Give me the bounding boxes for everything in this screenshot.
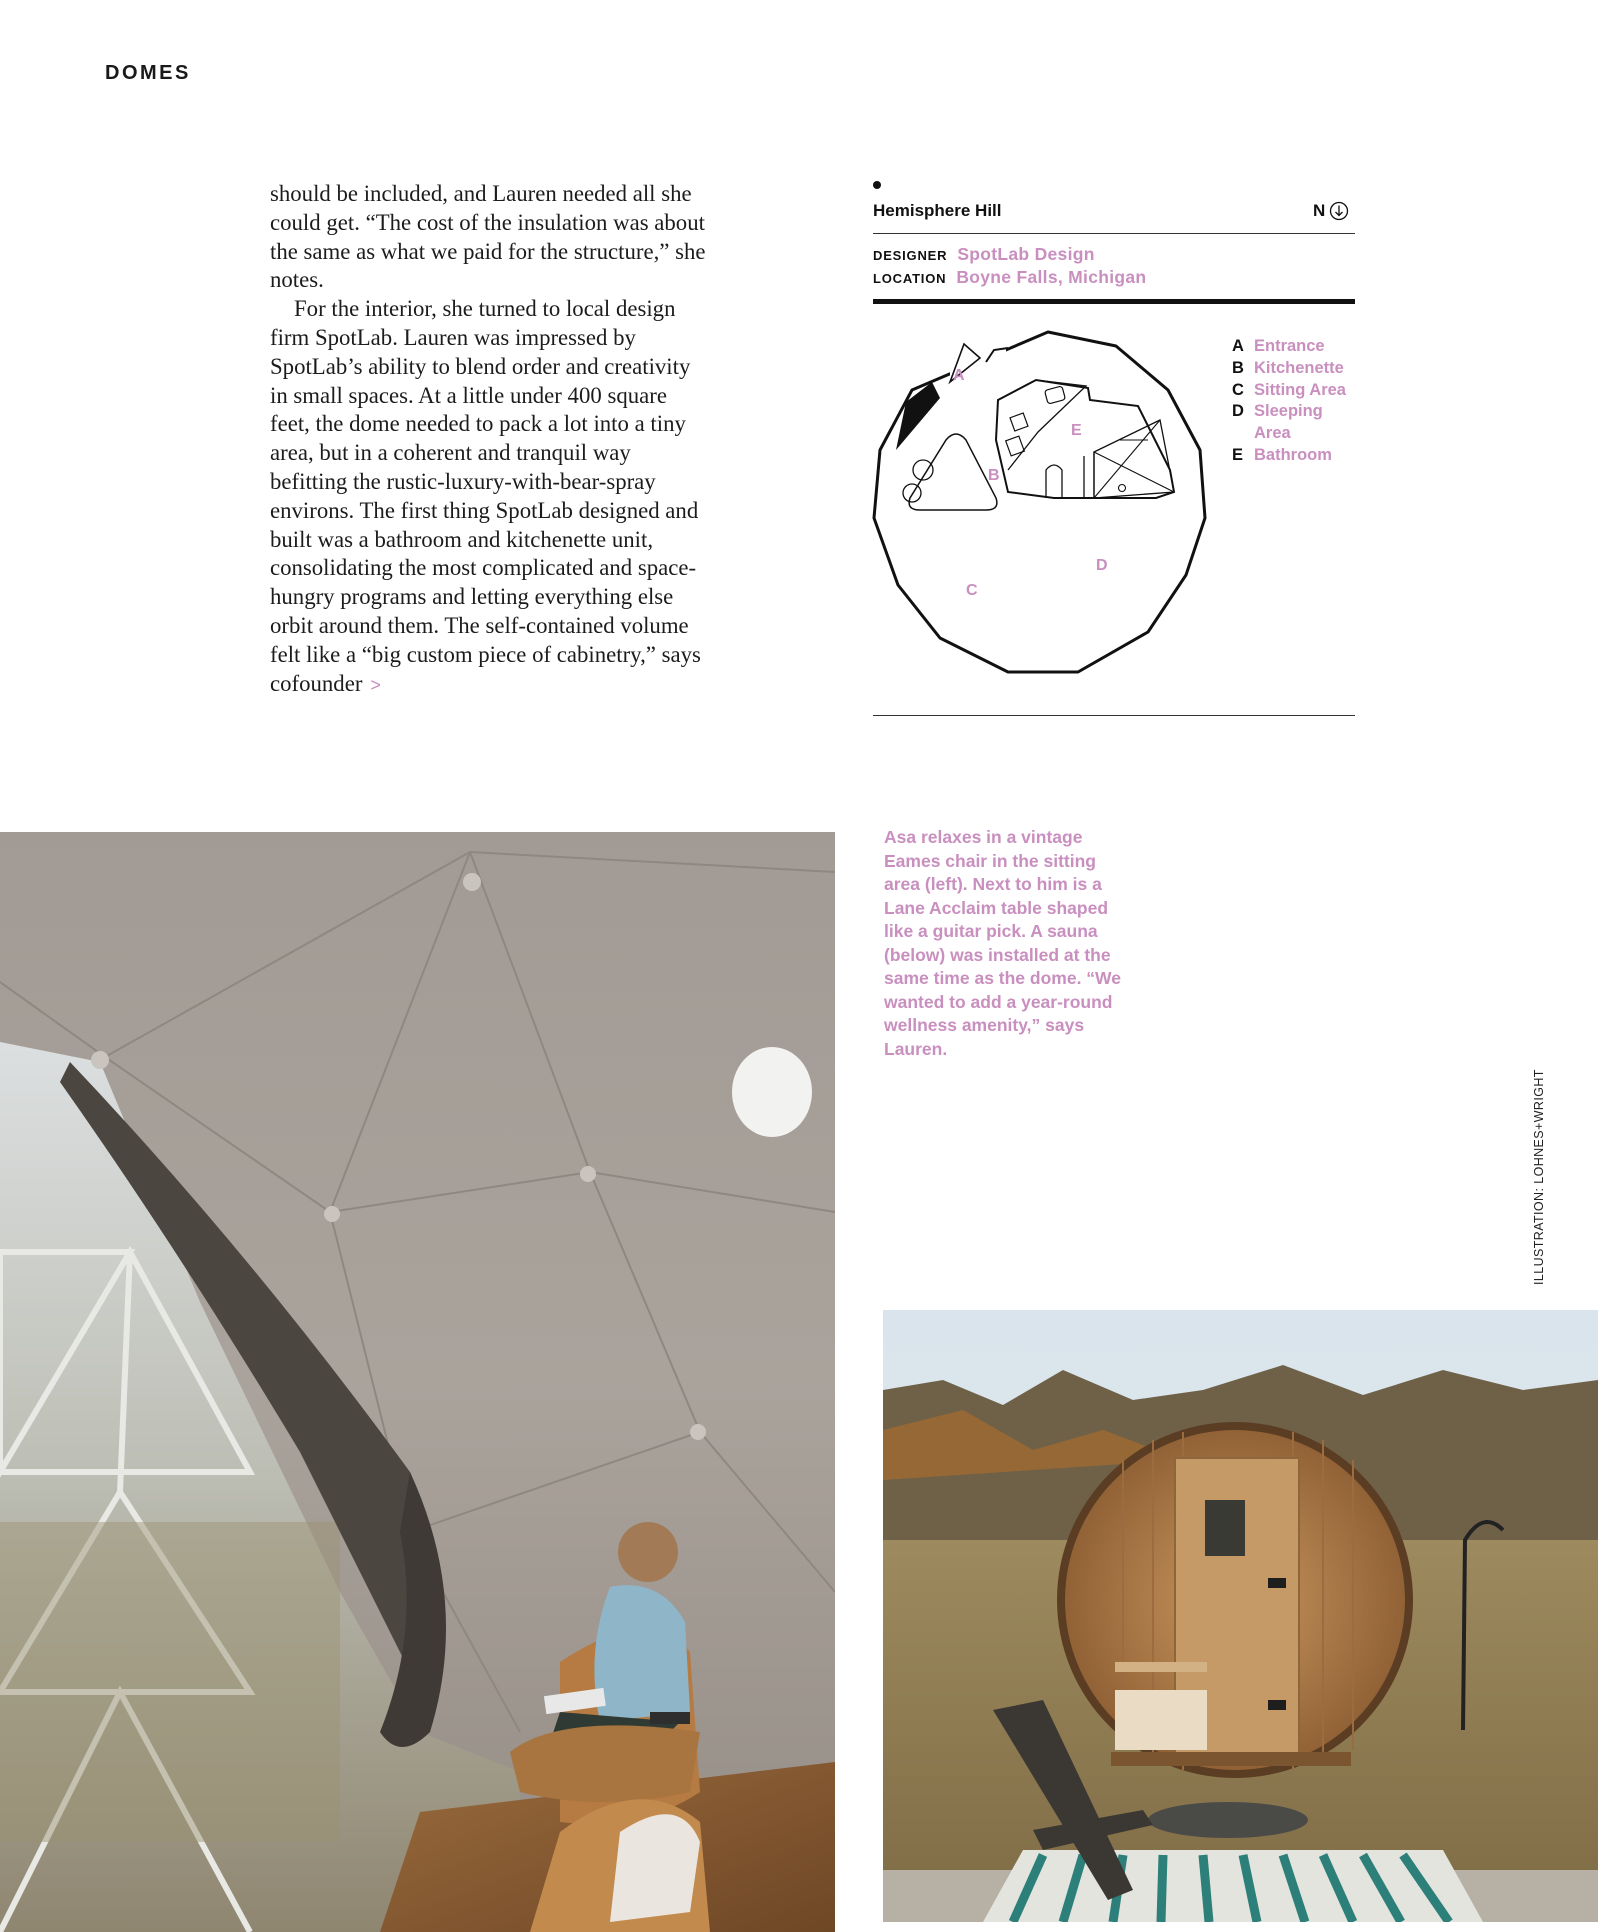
north-label: N [1313,201,1326,220]
divider [873,233,1355,234]
plan-label-b: B [988,467,1000,484]
illustration-credit: ILLUSTRATION: LOHNES+WRIGHT [1532,1069,1546,1285]
project-title: Hemisphere Hill [873,201,1002,220]
designer-label: DESIGNER [873,248,948,263]
legend-item: A Entrance [1232,337,1325,355]
location-value: Boyne Falls, Michigan [956,267,1147,287]
location-row [873,267,1146,288]
divider [873,715,1355,716]
location-label: LOCATION [873,271,947,286]
bullet-dot [873,181,881,189]
plan-label-d: D [1096,557,1108,574]
plan-label-a: A [953,367,965,384]
legend-item: D Sleeping Area [1232,402,1323,443]
divider-thick [873,299,1355,304]
article-paragraph-text: For the interior, she turned to local design firm SpotLab. Lauren was impressed by SpotLab’s ability to blend order and creativity in small spaces. At a little under 400 square feet, the dome needed to pack a lot into a tiny area, but in a coherent and tranquil way befitting the rustic-luxury-with-bear-spray environs. The first thing SpotLab designed and built was a bathroom and kitchenette unit, consolidating the most complicated and space-hungry programs and letting everything else orbit around them. The self-contained volume felt like a “big custom piece of cabinetry,” says cofounder [270,296,701,696]
legend-item: E Bathroom [1232,445,1332,464]
north-indicator [1313,201,1349,221]
continue-arrow-icon: > [370,674,381,695]
article-paragraph [270,295,710,699]
section-label: DOMES [105,62,191,84]
photo-caption: Asa relaxes in a vintage Eames chair in the sitting area (left). Next to him is a Lane Acclaim table shaped like a guitar pick. A sauna (below) was installed at the same time as the dome. “We wanted to add a year-round wellness amenity,” says Lauren. [884,827,1121,1059]
legend-item: B Kitchenette [1232,358,1344,377]
compass-arrow-icon [1329,201,1349,221]
plan-legend [1232,336,1362,467]
floor-plan-diagram [868,320,1228,680]
photo-dome-interior [0,832,835,1932]
designer-row [873,244,1095,265]
photo-barrel-sauna [883,1310,1598,1922]
plan-label-c: C [966,582,978,599]
article-paragraph: should be included, and Lauren needed all she could get. “The cost of the insulation was about the same as what we paid for the structure,” she notes. [270,181,706,293]
designer-value: SpotLab Design [957,244,1095,264]
article-body [270,180,710,699]
legend-item: C Sitting Area [1232,380,1346,399]
plan-label-e: E [1071,422,1082,439]
